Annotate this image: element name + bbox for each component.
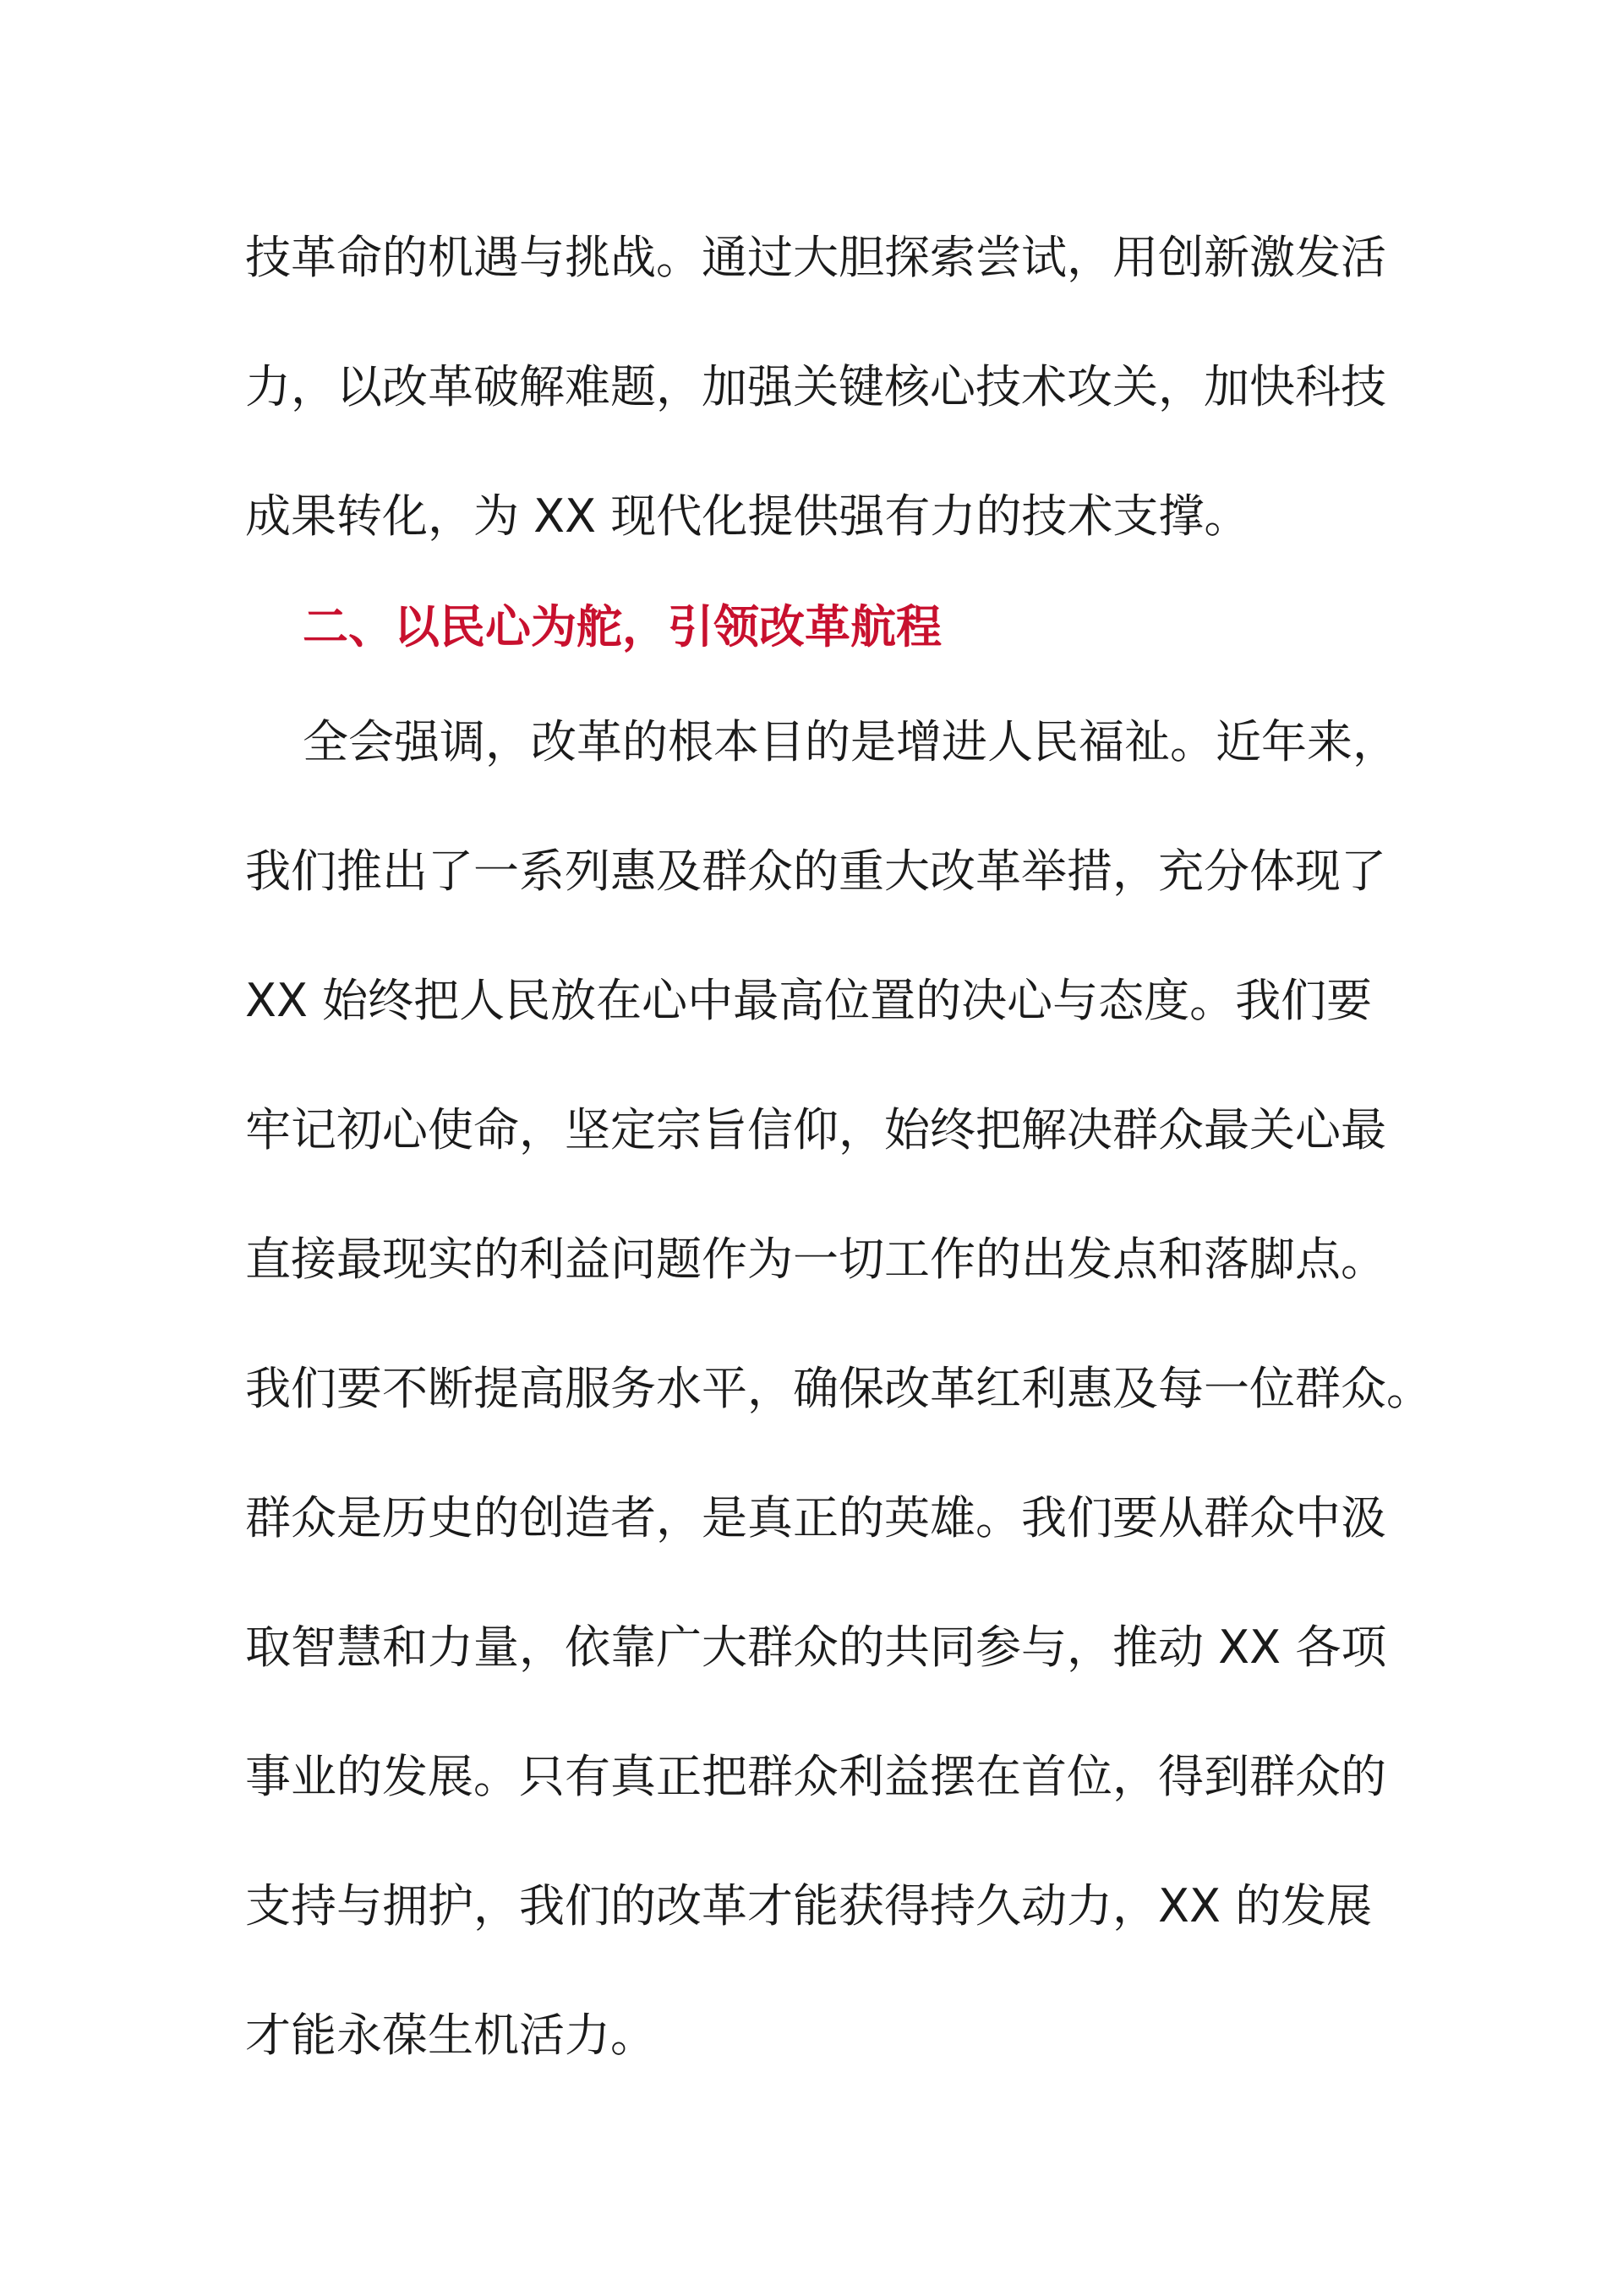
paragraph-line: 取智慧和力量，依靠广大群众的共同参与，推动 XX 各项 [245,1621,1387,1674]
section-heading: 二、以民心为舵，引领改革航程 [303,600,942,653]
paragraph-line: 我们推出了一系列惠及群众的重大改革举措，充分体现了 [245,845,1386,898]
paragraph-line: 牢记初心使命，坚定宗旨信仰，始终把解决群众最关心最 [245,1103,1386,1156]
paragraph-line: 支持与拥护，我们的改革才能获得持久动力，XX 的发展 [245,1879,1373,1932]
paragraph-line: 事业的发展。只有真正把群众利益摆在首位，得到群众的 [245,1750,1386,1803]
paragraph-line: 群众是历史的创造者，是真正的英雄。我们要从群众中汲 [245,1491,1386,1544]
paragraph-line: XX 始终把人民放在心中最高位置的决心与态度。我们要 [245,974,1373,1027]
paragraph-line: 才能永葆生机活力。 [245,2009,656,2062]
paragraph-line: 我们要不断提高服务水平，确保改革红利惠及每一位群众。 [245,1362,1432,1415]
paragraph-line: 成果转化，为 XX 现代化提供强有力的技术支撑。 [245,489,1250,543]
paragraph-line: 全会强调，改革的根本目的是增进人民福祉。近年来， [303,715,1398,768]
paragraph-line: 力，以改革破解难题，加强关键核心技术攻关，加快科技 [245,360,1386,413]
paragraph-line: 技革命的机遇与挑战。通过大胆探索尝试，用创新激发活 [245,231,1386,284]
paragraph-line: 直接最现实的利益问题作为一切工作的出发点和落脚点。 [245,1233,1386,1286]
